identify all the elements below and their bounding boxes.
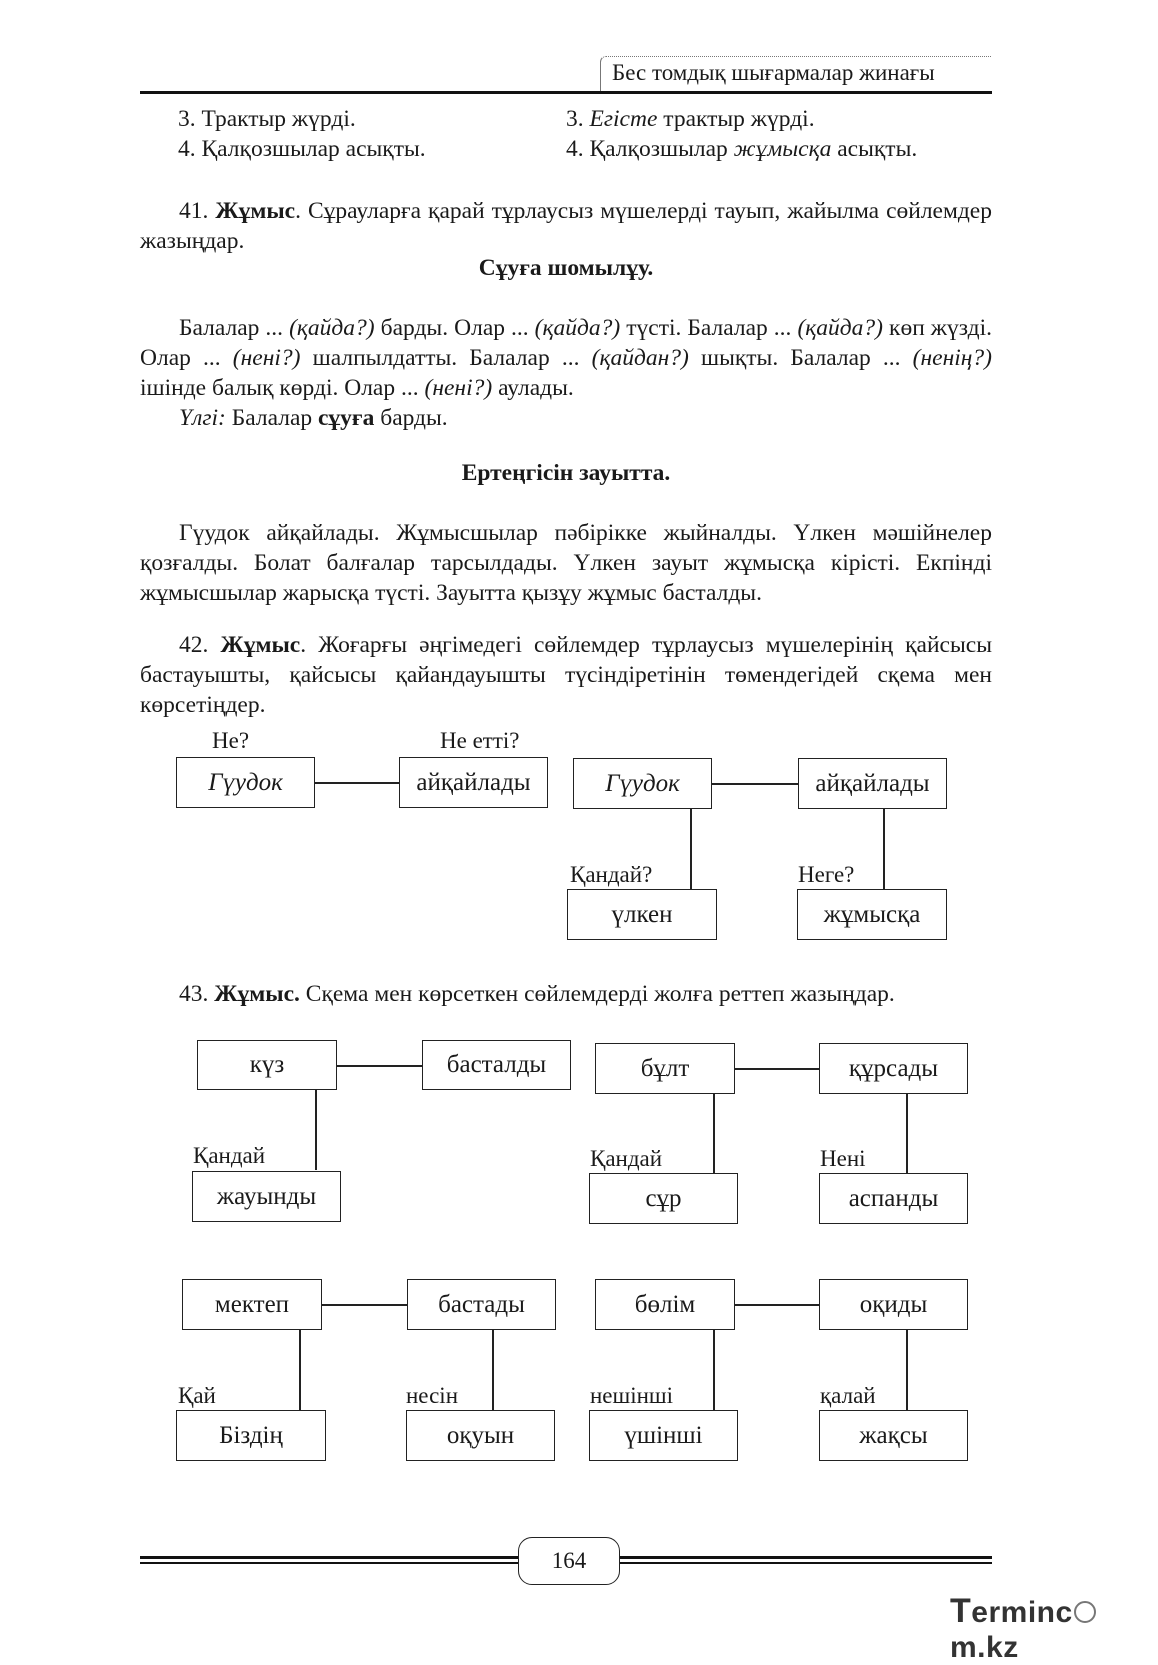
- q-qanday: Қандай: [193, 1143, 266, 1168]
- story-segment: шықты. Балалар ...: [688, 345, 913, 371]
- story-2: Гүудок айқайлады. Жұмысшылар пәбірікке жыйналды. Үлкен мәшійнелер қозғалды. Болат балғалар тарсылдады. Үлкен зауыт жұмысқа кірісті. Екпінді жұмысшылар жарысқа түсті. Зауытта қызұу жұмыс басталды.: [140, 520, 992, 606]
- link-line: [690, 809, 692, 889]
- box-bult: бұлт: [595, 1043, 735, 1094]
- link-line: [906, 1094, 908, 1173]
- box-aiqailady-right: айқайлады: [798, 758, 947, 809]
- story-segment: (қайда?): [534, 315, 621, 341]
- box-qursady: құрсады: [819, 1043, 968, 1094]
- link-line: [883, 809, 885, 889]
- box-sur: сұр: [589, 1173, 738, 1224]
- exercise-41: 41. Жұмыс. Сұрауларға қарай тұрлаусыз мүшелерді тауып, жайылма сөйлемдер жазыңдар.: [140, 198, 992, 254]
- q-qai: Қай: [178, 1383, 216, 1408]
- link-line: [713, 1094, 715, 1173]
- q-neshinshi: нешінші: [590, 1383, 674, 1408]
- link-line: [492, 1330, 494, 1410]
- story-segment: түсті. Балалар ...: [620, 315, 798, 341]
- box-bastady: бастады: [407, 1279, 556, 1330]
- magnifier-icon: [1074, 1601, 1096, 1623]
- q-qanday: Қандай?: [570, 862, 653, 887]
- link-line: [713, 1330, 715, 1410]
- box-kuz: күз: [197, 1040, 337, 1090]
- story-1: Балалар ... (қайда?) барды. Олар ... (қайда?) түсті. Балалар ... (қайда?) көп жүзді. Олар ... (нені?) шалпылдатты. Балалар ... (қайдан?) шықты. Балалар ... (ненің?) ішінде балық көрді. Олар ... (нені?) аулады. Үлгі: Балалар сұуға барды.: [140, 315, 993, 431]
- q-qalai: қалай: [820, 1383, 876, 1408]
- link-line: [322, 1304, 407, 1306]
- row-right-3: 3. Егісте трактыр жүрді.: [566, 106, 815, 132]
- q-neni: Нені: [820, 1146, 866, 1171]
- link-line: [906, 1330, 908, 1410]
- story-segment: (нені?): [232, 345, 301, 371]
- box-mektep: мектеп: [182, 1279, 322, 1330]
- box-bastaldy: басталды: [422, 1040, 571, 1090]
- running-header: Бес томдық шығармалар жинағы: [612, 60, 935, 85]
- q-qanday: Қандай: [590, 1146, 663, 1171]
- story-segment: (нені?): [424, 375, 493, 401]
- box-bolim: бөлім: [595, 1279, 735, 1330]
- link-line: [315, 782, 399, 784]
- watermark-logo: Termincm.kz: [950, 1592, 1158, 1665]
- link-line: [735, 1304, 819, 1306]
- story-segment: көп жүзді. Олар ...: [140, 315, 993, 371]
- story-segment: Балалар ...: [179, 315, 290, 341]
- q-ne-etti: Не етті?: [440, 728, 520, 753]
- box-zhumysqa: жұмысқа: [797, 889, 947, 940]
- q-nege: Неге?: [798, 862, 855, 887]
- page-number: 164: [518, 1537, 620, 1585]
- story-segment: аулады.: [492, 375, 574, 401]
- link-line: [735, 1068, 819, 1070]
- exercise-42: 42. Жұмыс. Жоғарғы әңгімедегі сөйлемдер тұрлаусыз мүшелерінің қайсысы бастауышты, қайсысы қайандауышты түсіндіретінін төмендегідей сқема мен көрсетіңдер.: [140, 632, 992, 718]
- link-line: [337, 1065, 422, 1067]
- box-guudok-left: Гүудок: [176, 757, 315, 808]
- box-ushinshi: үшінші: [589, 1410, 738, 1461]
- story-segment: (қайда?): [797, 315, 884, 341]
- box-bizdin: Біздің: [176, 1410, 326, 1461]
- box-aiqailady-left: айқайлады: [399, 757, 548, 808]
- story-segment: шалпылдатты. Балалар ...: [300, 345, 592, 371]
- link-line: [712, 783, 798, 785]
- box-zhauyndy: жауынды: [192, 1171, 341, 1222]
- link-line: [299, 1330, 301, 1410]
- box-oqidy: оқиды: [819, 1279, 968, 1330]
- story-segment: барды. Олар ...: [374, 315, 535, 341]
- box-zhaqsy: жақсы: [819, 1410, 968, 1461]
- q-ne: Не?: [212, 728, 250, 753]
- story-segment: (ненің?): [912, 345, 993, 371]
- story-segment: (қайда?): [289, 315, 375, 341]
- exercise-43: 43. Жұмыс. Сқема мен көрсеткен сөйлемдерді жолға реттеп жазыңдар.: [179, 981, 895, 1007]
- box-guudok-right: Гүудок: [573, 758, 712, 809]
- heading-zauytta: Ертеңгісін зауытта.: [461, 460, 671, 486]
- row-left-4: 4. Қалқозшылар асықты.: [178, 136, 426, 162]
- row-left-3: 3. Трактыр жүрді.: [178, 106, 356, 132]
- story-segment: ішінде балық көрді. Олар ...: [140, 375, 425, 401]
- box-oquyn: оқуын: [406, 1410, 555, 1461]
- heading-suga-shomylu: Сұуға шомылұу.: [478, 255, 654, 281]
- box-aspandy: аспанды: [819, 1173, 968, 1224]
- link-line: [315, 1090, 317, 1170]
- q-nesin: несін: [406, 1383, 458, 1408]
- row-right-4: 4. Қалқозшылар жұмысқа асықты.: [566, 136, 918, 162]
- story-segment: (қайдан?): [591, 345, 689, 371]
- header-rule: [140, 91, 992, 94]
- box-ulken: үлкен: [567, 889, 717, 940]
